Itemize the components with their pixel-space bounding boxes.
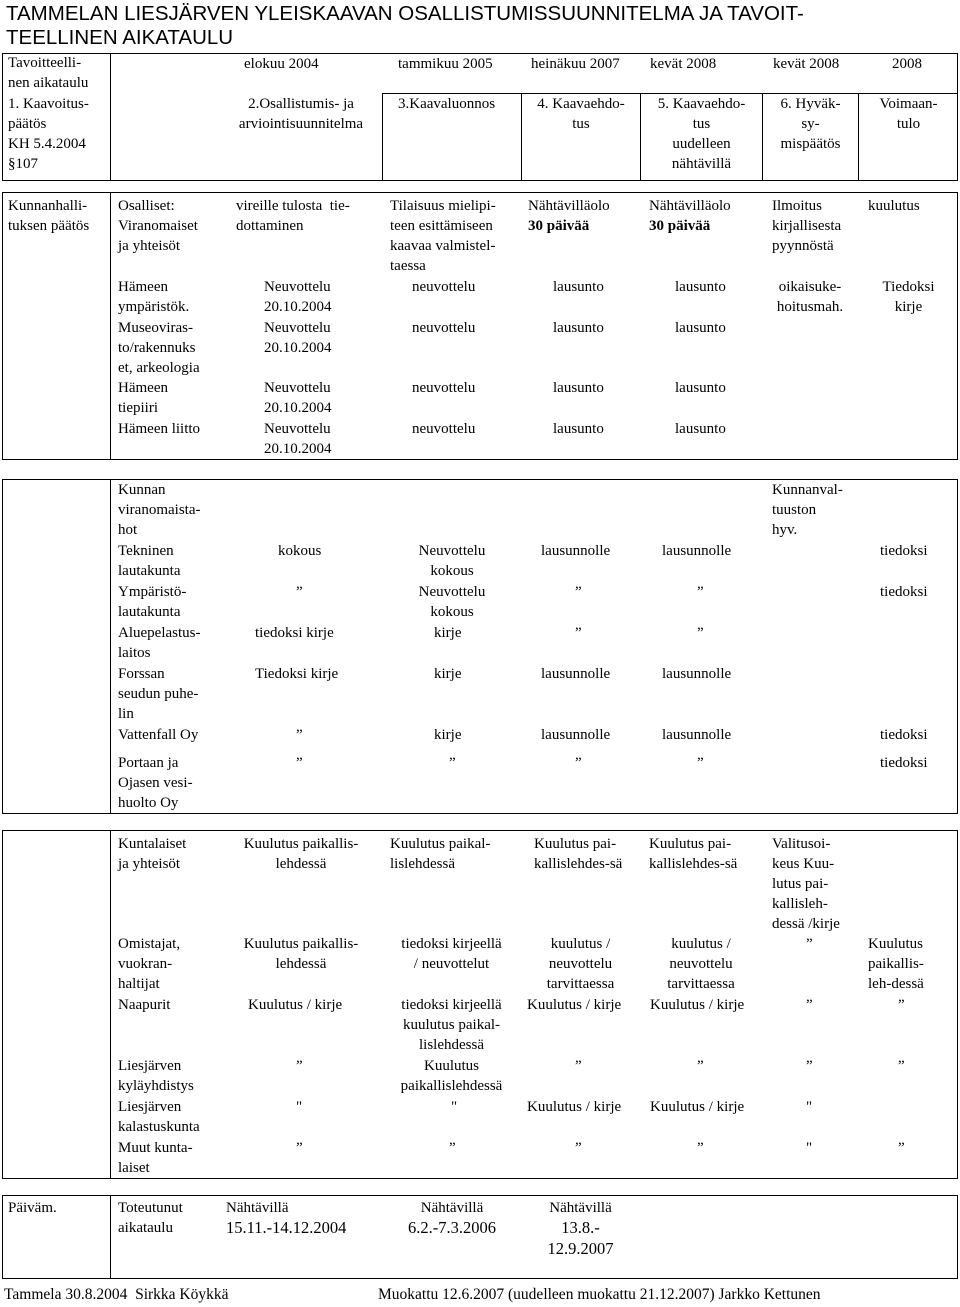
phase4-cell: lausunnolle [541,727,611,743]
phase5-cell: Kuulutus pai- kallislehdes-sä [649,836,738,872]
phase4-cell: Kuulutus / kirje [527,1099,622,1115]
phase5-cell: ” [697,1140,704,1156]
phase3-cell: tiedoksi kirjeellä kuulutus paikal- lislehdessä [401,997,502,1053]
header-divider [110,53,111,181]
phase5-cell: ” [697,584,704,600]
phase7-cell: Tiedoksi kirje [882,279,935,315]
phase5-cell: kuulutus / neuvottelu tarvittaessa [667,936,735,992]
document-title: TAMMELAN LIESJÄRVEN YLEISKAAVAN OSALLISTUMISSUUNNITELMA JA TAVOIT- TEELLINEN AIKATAULU [6,2,804,49]
phase2-cell: ” [296,1140,303,1156]
phase4-cell: lausunto [553,380,604,396]
header-date-1: elokuu 2004 [244,56,319,72]
stakeholder-name: Hämeen ympäristök. [118,279,190,315]
phase7-cell: tiedoksi [880,543,928,559]
phase2-cell: tiedoksi kirje [255,625,334,641]
phase6-cell: ” [806,936,813,952]
phase3-cell: neuvottelu [412,279,476,295]
authority-name: Forssan seudun puhe- lin [118,666,199,722]
phase4-cell: Kuulutus / kirje [527,997,622,1013]
phase3-cell: Neuvottelu kokous [418,584,486,620]
phase5-cell: ” [697,755,704,771]
header-date-2: tammikuu 2005 [398,56,493,72]
phase3-cell: ” [449,755,456,771]
phase7-cell: ” [898,1058,905,1074]
initiation-notice-heading: vireille tulosta tie- dottaminen [236,198,350,234]
phase4-cell: ” [575,755,582,771]
stakeholder-name: Museoviras- to/rakennuks et, arkeologia [118,320,200,376]
phase2-cell: ” [296,584,303,600]
phase4-cell: ” [575,1140,582,1156]
phase4-cell: ” [575,1058,582,1074]
section-divider [110,479,111,814]
phase5-cell: ” [697,625,704,641]
negotiation-cell: Neuvottelu 20.10.2004 [264,380,332,416]
display-period-1: Nähtävillä 15.11.-14.12.2004 [226,1200,347,1237]
phase-7: Voimaan- tulo [879,96,938,132]
header-row-label: Tavoitteelli- nen aikataulu [8,55,89,91]
municipal-authorities-heading: Kunnan viranomaista- hot [118,482,201,538]
phase5-cell: lausunto [675,380,726,396]
stakeholder-name: Hämeen liitto [118,421,201,437]
phase2-cell: ” [296,727,303,743]
party-name: Kuntalaiset ja yhteisöt [118,836,187,872]
footer-modified: Muokattu 12.6.2007 (uudelleen muokattu 21.12.2007) Jarkko Kettunen [378,1286,821,1303]
phase5-cell: Kuulutus / kirje [650,997,745,1013]
header-date-5: kevät 2008 [773,56,840,72]
phase3-cell: ” [449,1140,456,1156]
party-name: Liesjärven kalastuskunta [118,1099,200,1135]
phase6-cell: Valitusoi- keus Kuu- lutus pai- kallisleh- dessä /kirje [772,836,840,932]
phase3-cell: neuvottelu [412,320,476,336]
phase5-cell: Kuulutus / kirje [650,1099,745,1115]
phase-divider [382,93,383,181]
phase6-cell: " [806,1099,813,1115]
phase4-cell: lausunnolle [541,543,611,559]
party-name: Muut kunta- laiset [118,1140,193,1176]
phase3-cell: neuvottelu [412,380,476,396]
phase7-cell: ” [898,997,905,1013]
header-date-6: 2008 [892,56,922,72]
phase2-cell: " [296,1099,303,1115]
phase6-cell: oikaisuke- hoitusmah. [776,279,844,315]
phase3-cell: neuvottelu [412,421,476,437]
phase3-cell: Neuvottelu kokous [418,543,486,579]
phase6-cell: ” [806,1058,813,1074]
phase3-cell: tiedoksi kirjeellä / neuvottelut [401,936,502,972]
phase-2: 2.Osallistumis- ja arviointisuunnitelma [238,96,364,132]
section-divider [110,1195,111,1279]
council-decision-label: Kunnanhalli- tuksen päätös [8,198,90,234]
phase6-cell: ” [806,997,813,1013]
authority-name: Portaan ja Ojasen vesi- huolto Oy [118,755,193,811]
phase2-cell: ” [296,755,303,771]
phase5-cell: ” [697,1058,704,1074]
phase-1: 1. Kaavoitus- päätös KH 5.4.2004 §107 [8,96,89,172]
party-name: Naapurit [118,997,171,1013]
phase3-cell: Kuulutus paikal- lislehdessä [390,836,491,872]
party-name: Omistajat, vuokran- haltijat [118,936,181,992]
phase7-cell: tiedoksi [880,727,928,743]
phase4-cell: lausunnolle [541,666,611,682]
phase2-cell: Tiedoksi kirje [255,666,339,682]
header-date-3: heinäkuu 2007 [531,56,620,72]
phase2-cell: ” [296,1058,303,1074]
opinion-event-heading: Tilaisuus mielipi- teen esittämiseen kaavaa valmistel- taessa [390,198,496,274]
phase4-cell: ” [575,584,582,600]
phase-4: 4. Kaavaehdo- tus [537,96,625,132]
phase4-cell: Kuulutus pai- kallislehdes-sä [534,836,623,872]
phase-5: 5. Kaavaehdo- tus uudelleen nähtävillä [657,96,746,172]
negotiation-cell: Neuvottelu 20.10.2004 [264,320,332,356]
phase4-cell: lausunto [553,421,604,437]
header-date-4: kevät 2008 [650,56,717,72]
phase3-cell: kirje [434,666,462,682]
notice-on-request-heading: Ilmoitus kirjallisesta pyynnöstä [772,198,842,254]
section-divider [110,192,111,460]
stakeholders-heading: Osalliset: Viranomaiset ja yhteisöt [118,198,198,254]
phase3-cell: " [451,1099,458,1115]
display-period-3: Nähtävillä 13.8.- 12.9.2007 [547,1200,614,1258]
announcement-heading: kuulutus [868,198,920,214]
phase6-cell: " [806,1140,813,1156]
phase2-cell: Kuulutus / kirje [248,997,343,1013]
phase7-cell: Kuulutus paikallis- leh-dessä [868,936,924,992]
phase5-cell: lausunnolle [662,727,732,743]
phase3-cell: Kuulutus paikallislehdessä [400,1058,503,1094]
authority-name: Vattenfall Oy [118,727,199,743]
phase-3: 3.Kaavaluonnos [398,96,496,112]
phase5-cell: lausunto [675,320,726,336]
footer-author: Tammela 30.8.2004 Sirkka Köykkä [4,1286,229,1303]
authority-name: Tekninen lautakunta [118,543,181,579]
council-approval-heading: Kunnanval- tuuston hyv. [772,482,843,538]
party-name: Liesjärven kyläyhdistys [118,1058,194,1094]
phase4-cell: lausunto [553,279,604,295]
actual-schedule-label: Toteutunut aikataulu [118,1200,183,1236]
phase7-cell: ” [898,1140,905,1156]
phase7-cell: tiedoksi [880,584,928,600]
phase5-cell: lausunto [675,279,726,295]
phase5-cell: lausunnolle [662,543,732,559]
phase4-cell: lausunto [553,320,604,336]
negotiation-cell: Neuvottelu 20.10.2004 [264,421,332,457]
phase7-cell: tiedoksi [880,755,928,771]
authority-name: Ympäristö- lautakunta [118,584,187,620]
phase2-cell: Kuulutus paikallis- lehdessä [243,936,359,972]
phase4-cell: ” [575,625,582,641]
phase3-cell: kirje [434,727,462,743]
phase3-cell: kirje [434,625,462,641]
negotiation-cell: Neuvottelu 20.10.2004 [264,279,332,315]
phase2-cell: kokous [278,543,322,559]
stakeholder-name: Hämeen tiepiiri [118,380,168,416]
authority-name: Aluepelastus- laitos [118,625,201,661]
date-label: Päiväm. [8,1200,57,1216]
phase5-cell: lausunnolle [662,666,732,682]
display-period-heading-1: Nähtävilläolo 30 päivää [528,198,610,234]
section-divider [110,830,111,1179]
phase2-cell: Kuulutus paikallis- lehdessä [243,836,359,872]
display-period-heading-2: Nähtävilläolo 30 päivää [649,198,731,234]
display-period-2: Nähtävillä 6.2.-7.3.2006 [408,1200,496,1237]
phase-6: 6. Hyväk- sy- mispäätös [780,96,841,152]
phase5-cell: lausunto [675,421,726,437]
phase4-cell: kuulutus / neuvottelu tarvittaessa [546,936,615,992]
